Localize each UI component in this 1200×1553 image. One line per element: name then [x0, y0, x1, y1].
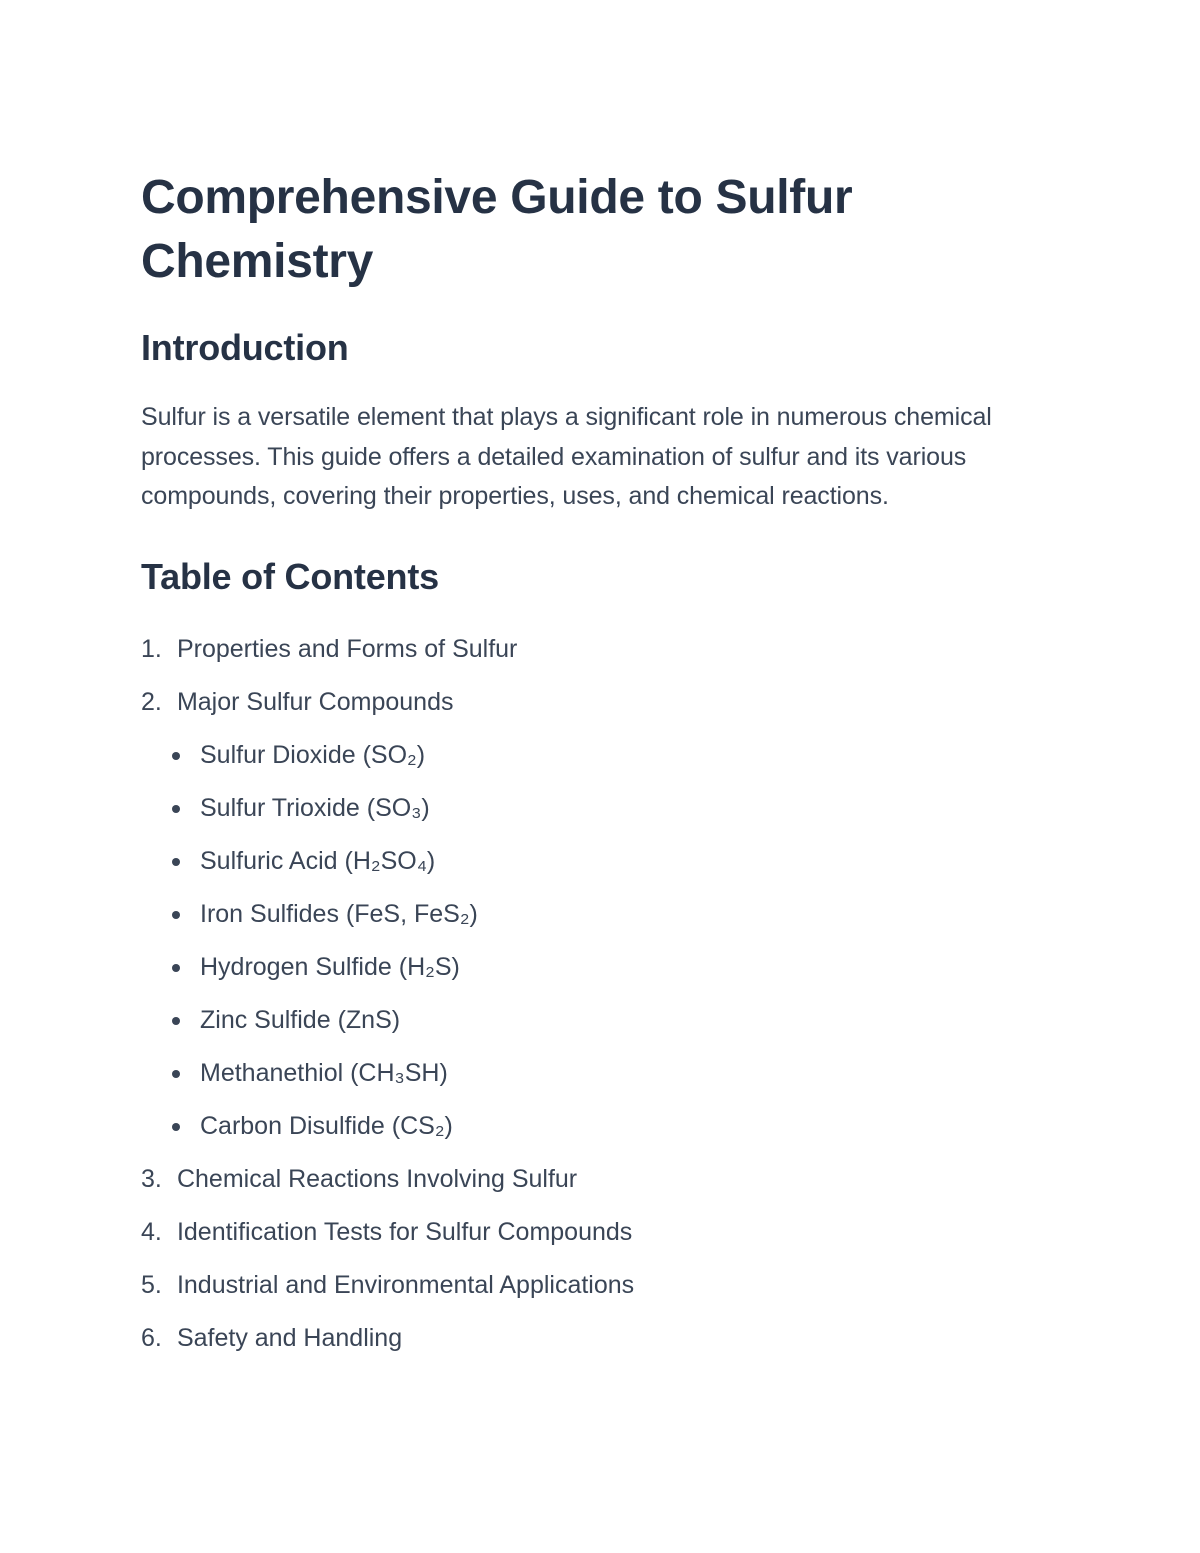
toc-item-number: 1. [141, 634, 162, 663]
toc-item-applications [141, 1259, 1061, 1312]
compound-name: Zinc Sulfide [200, 1005, 331, 1034]
compound-item [141, 1100, 1061, 1153]
compound-formula: (FeS, FeS₂) [345, 899, 478, 928]
bullet-icon [172, 964, 180, 972]
bullet-icon [172, 1017, 180, 1025]
toc-item-properties [141, 623, 1061, 676]
toc-item-label: Chemical Reactions Involving Sulfur [176, 1164, 578, 1193]
toc-item-label: Properties and Forms of Sulfur [176, 634, 518, 663]
document-title: Comprehensive Guide to Sulfur Chemistry [141, 171, 853, 288]
compound-item [141, 888, 1061, 941]
compound-item [141, 1047, 1061, 1100]
compound-formula: (CH₃SH) [350, 1058, 448, 1087]
compound-formula: (SO₃) [366, 793, 430, 822]
compound-item [141, 835, 1061, 888]
toc-item-label: Safety and Handling [176, 1323, 403, 1352]
compound-name: Methanethiol [200, 1058, 344, 1087]
bullet-icon [172, 911, 180, 919]
compound-name: Sulfuric Acid [200, 846, 338, 875]
toc-item-reactions [141, 1153, 1061, 1206]
toc-item-number: 3. [141, 1164, 162, 1193]
compound-formula: (H₂SO₄) [344, 846, 436, 875]
bullet-icon [172, 1123, 180, 1131]
compound-formula: (CS₂) [391, 1111, 453, 1140]
compound-formula: (ZnS) [337, 1005, 401, 1034]
compound-name: Hydrogen Sulfide [200, 952, 392, 981]
compounds-sublist [141, 729, 1061, 1153]
compound-item [141, 729, 1061, 782]
toc-heading: Table of Contents [141, 555, 439, 597]
introduction-paragraph: Sulfur is a versatile element that plays a significant role in numerous chemical processes. This guide offers a detailed examination of sulfur and its various compounds, covering their properties, uses, and chemical reactions. [141, 403, 992, 510]
bullet-icon [172, 805, 180, 813]
compound-item [141, 994, 1061, 1047]
toc-item-number: 5. [141, 1270, 162, 1299]
compound-name: Carbon Disulfide [200, 1111, 385, 1140]
toc-item-number: 6. [141, 1323, 162, 1352]
compound-item [141, 782, 1061, 835]
toc-item-identification [141, 1206, 1061, 1259]
compound-item [141, 941, 1061, 994]
toc-item-label: Identification Tests for Sulfur Compounds [176, 1217, 633, 1246]
compound-name: Iron Sulfides [200, 899, 339, 928]
bullet-icon [172, 752, 180, 760]
bullet-icon [172, 1070, 180, 1078]
toc-item-number: 4. [141, 1217, 162, 1246]
toc-item-label: Industrial and Environmental Applications [176, 1270, 635, 1299]
toc-item-number: 2. [141, 687, 162, 716]
toc-list [141, 623, 1061, 1365]
compound-formula: (SO₂) [362, 740, 426, 769]
toc-item-label: Major Sulfur Compounds [176, 687, 454, 716]
document-page [141, 166, 1061, 1365]
toc-item-major-compounds [141, 676, 1061, 1153]
bullet-icon [172, 858, 180, 866]
compound-name: Sulfur Trioxide [200, 793, 360, 822]
introduction-heading: Introduction [141, 327, 349, 368]
compound-formula: (H₂S) [398, 952, 460, 981]
compound-name: Sulfur Dioxide [200, 740, 356, 769]
toc-item-safety [141, 1312, 1061, 1365]
